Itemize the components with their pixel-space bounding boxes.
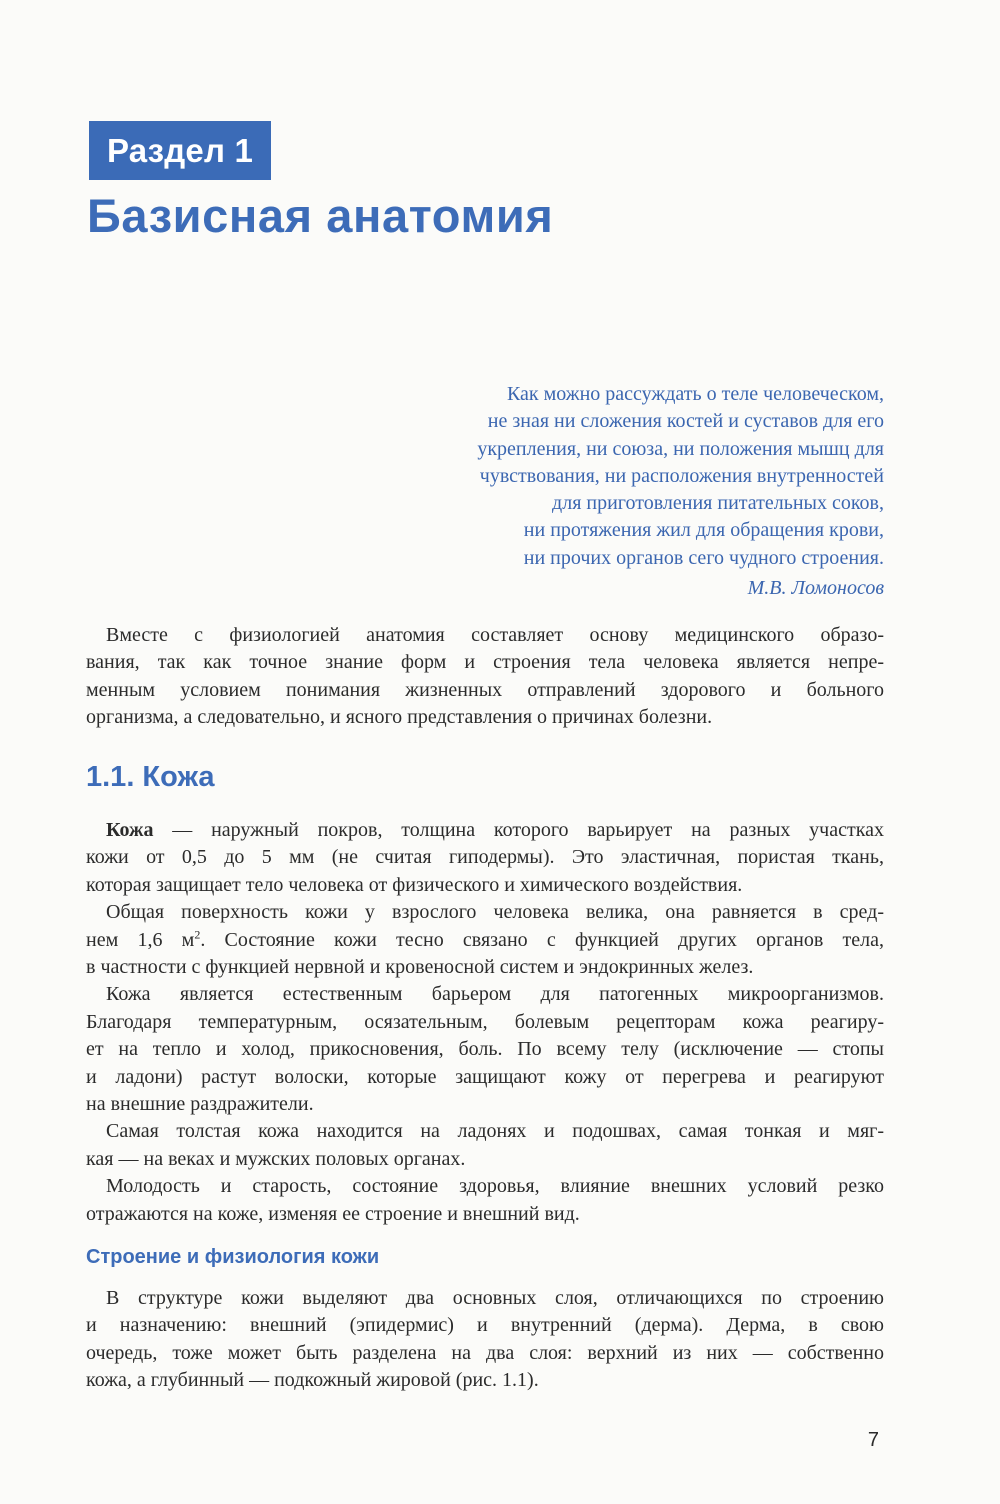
text-line: Кожа является естественным барьером для патогенных микроорганизмов. xyxy=(106,983,884,1006)
text-line: кая — на веках и мужских половых органах. xyxy=(86,1147,466,1170)
text-line: очередь, тоже может быть разделена на два слоя: верхний из них — собственно xyxy=(86,1341,884,1364)
text-fragment: — наружный покров, толщина которого варьирует на разных участках xyxy=(153,819,884,841)
text-line: отражаются на коже, изменяя ее строение и внешний вид. xyxy=(86,1202,580,1225)
text-line: кожа, а глубинный — подкожный жировой (рис. 1.1). xyxy=(86,1369,539,1392)
structure-paragraph xyxy=(86,1285,884,1395)
text-line: Молодость и старость, состояние здоровья, влияние внешних условий резко xyxy=(106,1175,884,1198)
text-line: Самая толстая кожа находится на ладонях и подошвах, самая тонкая и мяг- xyxy=(106,1120,884,1143)
epigraph-line: укрепления, ни союза, ни положения мышц для xyxy=(477,437,884,460)
text-line: В структуре кожи выделяют два основных слоя, отличающихся по строению xyxy=(106,1287,884,1309)
text-line: Вместе с физиологией анатомия составляет основу медицинского образо- xyxy=(106,624,884,646)
epigraph-line: ни протяжения жил для обращения крови, xyxy=(523,519,884,542)
section-heading: 1.1. Кожа xyxy=(86,761,215,793)
epigraph-line: ни прочих органов сего чудного строения. xyxy=(523,546,884,569)
epigraph-line: не зная ни сложения костей и суставов для его xyxy=(487,410,884,433)
text-line: кожи от 0,5 до 5 мм (не считая гиподермы). Это эластичная, пористая ткань, xyxy=(86,846,884,869)
skin-text xyxy=(86,817,884,1228)
text-line: менным условием понимания жизненных отправлений здорового и больного xyxy=(86,678,884,701)
text-line: которая защищает тело человека от физического и химического воздействия. xyxy=(86,873,743,896)
text-line xyxy=(86,927,884,954)
text-line: организма, а следовательно, и ясного представления о причинах болезни. xyxy=(86,706,713,729)
text-line: и назначению: внешний (эпидермис) и внутренний (дерма). Дерма, в свою xyxy=(86,1314,884,1337)
section-badge: Раздел 1 xyxy=(89,121,271,180)
text-line: на внешние раздражители. xyxy=(86,1093,314,1116)
text-line: Общая поверхность кожи у взрослого человека велика, она равняется в сред- xyxy=(106,901,884,924)
subheading: Строение и физиология кожи xyxy=(86,1246,380,1268)
epigraph xyxy=(384,381,884,602)
text-line: вания, так как точное знание форм и строения тела человека является непре- xyxy=(86,651,884,674)
chapter-title: Базисная анатомия xyxy=(87,189,554,242)
epigraph-line: для приготовления питательных соков, xyxy=(552,492,884,515)
text-fragment: нем 1,6 м xyxy=(86,928,195,951)
epigraph-line: Как можно рассуждать о теле человеческом, xyxy=(506,383,884,405)
text-line xyxy=(86,817,884,844)
text-line: Благодаря температурным, осязательным, болевым рецепторам кожа реагиру- xyxy=(86,1010,884,1033)
epigraph-author: М.В. Ломоносов xyxy=(747,577,884,600)
page-number: 7 xyxy=(867,1429,879,1451)
text-fragment: . Состояние кожи тесно связано с функцией других органов тела, xyxy=(200,928,884,951)
term-bold: Кожа xyxy=(106,819,154,841)
text-line: в частности с функцией нервной и кровеносной систем и эндокринных желез. xyxy=(86,956,754,979)
epigraph-line: чувствования, ни расположения внутренностей xyxy=(479,464,884,487)
text-line: и ладони) растут волоски, которые защищают кожу от перегрева и реагируют xyxy=(86,1065,884,1088)
superscript: 2 xyxy=(194,926,201,941)
intro-paragraph xyxy=(86,622,884,732)
text-line: ет на тепло и холод, прикосновения, боль. По всему телу (исключение — стопы xyxy=(86,1038,884,1061)
